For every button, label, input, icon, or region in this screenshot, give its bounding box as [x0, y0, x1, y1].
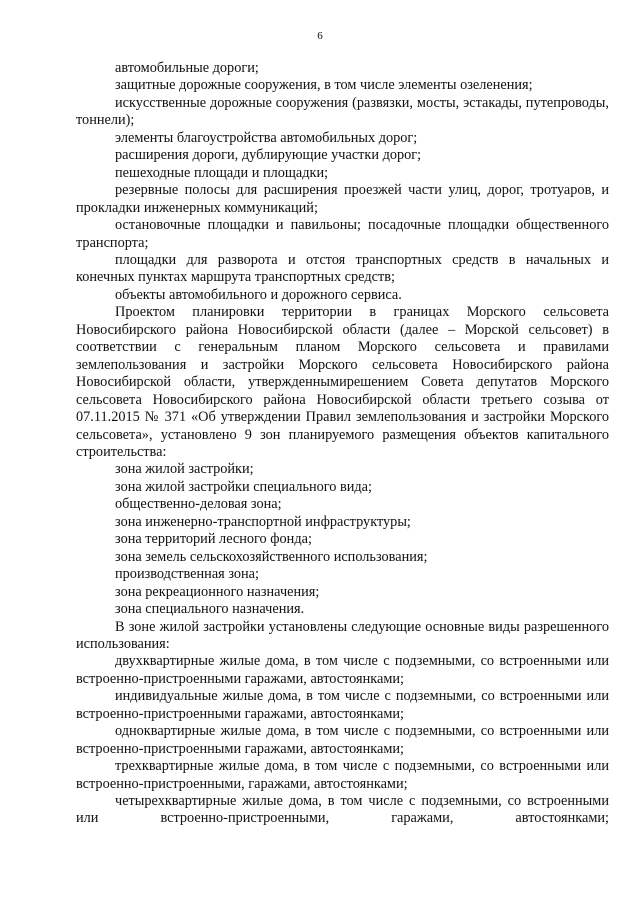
paragraph: одноквартирные жилые дома, в том числе с подземными, со встроенными или встроенно-пристроенными гаражами, автостоянками; [76, 723, 609, 757]
paragraph: резервные полосы для расширения проезжей части улиц, дорог, тротуаров, и прокладки инженерных коммуникаций; [76, 182, 609, 216]
paragraph: площадки для разворота и отстоя транспортных средств в начальных и конечных пунктах маршрута транспортных средств; [76, 251, 609, 286]
paragraph: производственная зона; [115, 566, 259, 583]
document-body [76, 60, 609, 828]
paragraph: искусственные дорожные сооружения (развязки, мосты, эстакады, путепроводы, тоннели); [76, 94, 609, 129]
paragraph: объекты автомобильного и дорожного сервиса. [115, 286, 402, 303]
page-number: 6 [317, 30, 323, 42]
paragraph: зона территорий лесного фонда; [115, 531, 312, 548]
paragraph: зона земель сельскохозяйственного использования; [115, 548, 428, 565]
paragraph: зона рекреационного назначения; [115, 583, 320, 600]
paragraph: индивидуальные жилые дома, в том числе с подземными, со встроенными или встроенно-пристроенными гаражами, автостоянками; [76, 688, 609, 722]
paragraph: четырехквартирные жилые дома, в том числе с подземными, со встроенными или встроенно-пристроенными, гаражами, автостоянками; [76, 793, 609, 827]
paragraph: зона жилой застройки; [115, 461, 254, 478]
paragraph: зона инженерно-транспортной инфраструктуры; [115, 513, 411, 530]
paragraph: общественно-деловая зона; [115, 496, 282, 513]
paragraph: зона специального назначения. [115, 601, 305, 618]
paragraph: защитные дорожные сооружения, в том числе элементы озеленения; [115, 77, 533, 94]
paragraph: элементы благоустройства автомобильных дорог; [115, 129, 418, 146]
paragraph: расширения дороги, дублирующие участки дорог; [115, 147, 422, 164]
paragraph: трехквартирные жилые дома, в том числе с подземными, со встроенными или встроенно-пристроенными, гаражами, автостоянками; [76, 758, 609, 792]
paragraph: В зоне жилой застройки установлены следующие основные виды разрешенного использования: [76, 618, 609, 652]
paragraph: остановочные площадки и павильоны; посадочные площадки общественного транспорта; [76, 217, 609, 251]
paragraph: Проектом планировки территории в границах Морского сельсовета Новосибирского района Новосибирской области (далее – Морской сельсовет) в соответствии с генеральным планом Морского сельсовета и правилами землепользования и застройки Морского сельсовета Новосибирского района Новосибирской области, утвержденнымирешением Совета депутатов Морского сельсовета Новосибирского района Новосибирской области третьего созыва от 07.11.2015 № 371 «Об утверждении Правил землепользования и застройки Морского сельсовета», установлено 9 зон планируемого размещения объектов капитального строительства: [76, 304, 609, 460]
paragraph: пешеходные площади и площадки; [115, 164, 329, 181]
paragraph: зона жилой застройки специального вида; [115, 478, 372, 495]
paragraph: автомобильные дороги; [115, 60, 259, 76]
paragraph: двухквартирные жилые дома, в том числе с подземными, со встроенными или встроенно-пристроенными гаражами, автостоянками; [76, 653, 609, 687]
